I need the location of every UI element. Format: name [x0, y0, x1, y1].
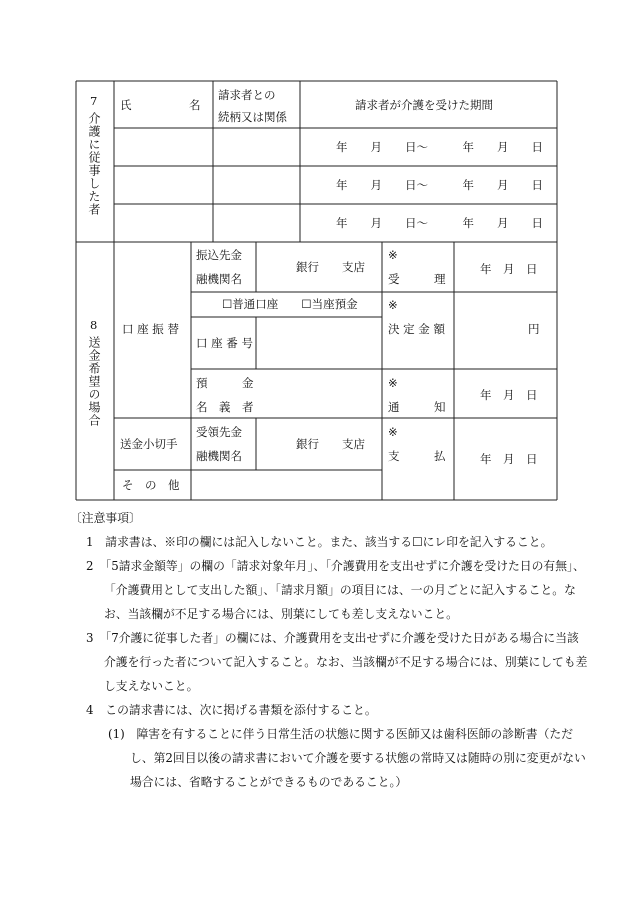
decision-label: 決 定 金 額 [388, 322, 445, 336]
period-header: 請求者が介護を受けた期間 [355, 98, 493, 112]
other-label: そ の 他 [122, 478, 180, 492]
period-row-2: 年 月 日〜 年 月 日 [336, 178, 543, 192]
receipt-mark: ※ [388, 248, 398, 262]
note-item-2: 2 「5請求金額等」の欄の「請求対象年月」、「介護費用を支出せずに介護を受けた日の有無」、「介護費用として支出した額」、「請求月額」の項目には、一の月ごとに記入すること。なお、当該欄が不足する場合には、別葉にしても差し支えないこと。 [86, 559, 585, 621]
payee-bank-line2: 融機関名 [196, 449, 242, 463]
section8-title: 送金希望の場合 [87, 336, 101, 427]
bank-label-line2: 融機関名 [196, 272, 242, 286]
notes-heading: 〔注意事項〕 [70, 511, 141, 525]
depositor-line1: 預 金 [196, 376, 254, 390]
account-type: ☐普通口座 ☐当座預金 [222, 297, 358, 311]
depositor-line2: 名 義 者 [196, 400, 254, 414]
section8-number: 8 [90, 318, 98, 332]
payment-label: 支 払 [388, 449, 446, 463]
payee-branch: 銀行 支店 [296, 437, 365, 451]
decision-unit: 円 [528, 322, 540, 336]
relation-header-line1: 請求者との [218, 88, 276, 102]
note-item-3: 3 「7介護に従事した者」の欄には、介護費用を支出せずに介護を受けた日がある場合に当該介護を行った者について記入すること。なお、当該欄が不足する場合には、別葉にしても差し支えないこと。 [86, 631, 588, 693]
receipt-label: 受 理 [388, 272, 446, 286]
payee-bank-line1: 受領先金 [196, 425, 242, 439]
bank-label-line1: 振込先金 [196, 248, 242, 262]
note-sub-item-1: (1) 障害を有することに伴う日常生活の状態に関する医師又は歯科医師の診断書（ただし、第2回目以後の請求書において介護を要する状態の常時又は随時の別に変更がない場合には、省略することができるものであること。） [108, 727, 586, 789]
transfer-label: 口 座 振 替 [122, 322, 179, 336]
notice-label: 通 知 [388, 400, 446, 414]
bank-branch: 銀行 支店 [296, 260, 365, 274]
payment-date: 年 月 日 [480, 452, 538, 466]
notes-section [70, 506, 588, 794]
decision-mark: ※ [388, 298, 398, 312]
section7-title: 介護に従事した者 [87, 112, 101, 216]
relation-header-line2: 続柄又は関係 [218, 110, 287, 124]
period-row-1: 年 月 日〜 年 月 日 [336, 140, 543, 154]
name-header: 氏 名 [120, 98, 201, 112]
note-item-4: 4 この請求書には、次に掲げる書類を添付すること。 [86, 703, 377, 717]
note-item-1: 1 請求書は、※印の欄には記入しないこと。また、該当する☐にレ印を記入すること。 [86, 535, 553, 549]
account-number-label: 口 座 番 号 [196, 336, 253, 350]
section7-number: 7 [90, 94, 98, 108]
period-row-3: 年 月 日〜 年 月 日 [336, 216, 543, 230]
notice-mark: ※ [388, 376, 398, 390]
payment-mark: ※ [388, 425, 398, 439]
notice-date: 年 月 日 [480, 388, 538, 402]
check-label: 送金小切手 [120, 437, 178, 451]
receipt-date: 年 月 日 [480, 262, 538, 276]
